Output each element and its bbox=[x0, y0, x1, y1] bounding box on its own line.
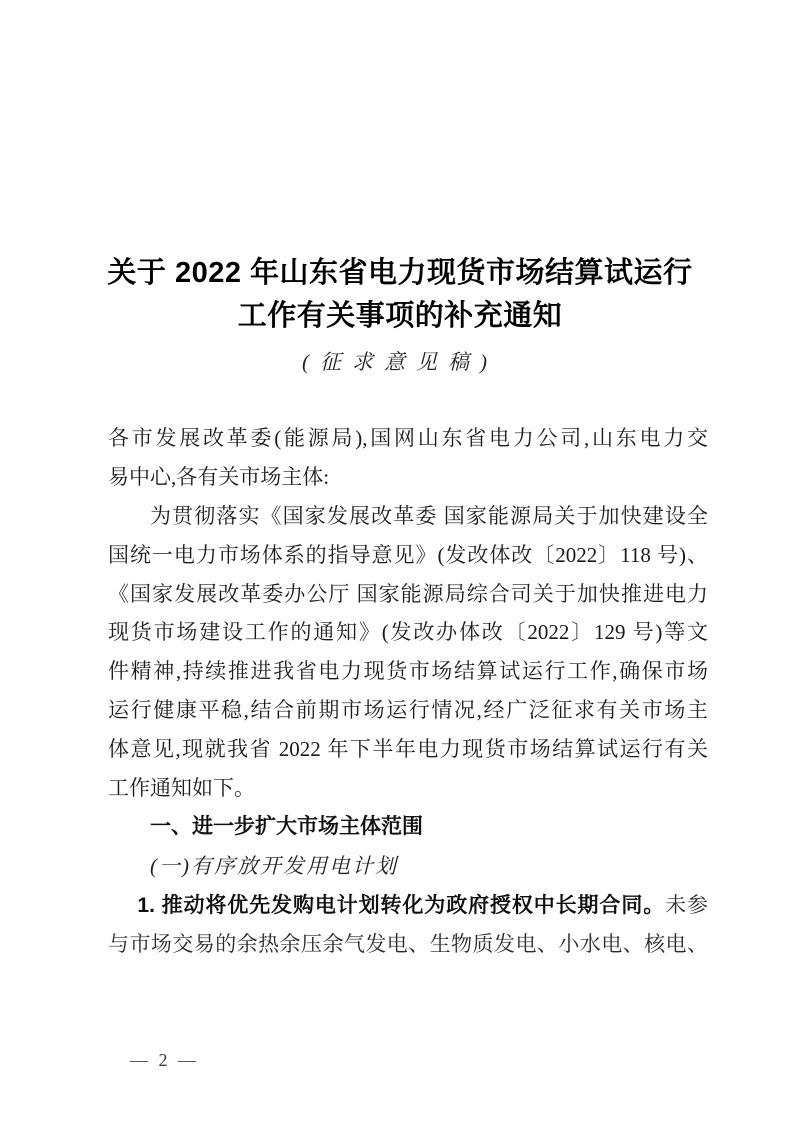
body-line-intro-1: 为贯彻落实《国家发展改革委 国家能源局关于加快建设全 bbox=[150, 503, 708, 528]
document-subtitle: (征求意见稿) bbox=[302, 350, 498, 374]
body-line-intro-5: 件精神,持续推进我省电力现货市场结算试运行工作,确保市场 bbox=[108, 659, 708, 684]
body-line-salutation-2: 易中心,各有关市场主体: bbox=[108, 464, 330, 489]
title-block bbox=[0, 252, 800, 374]
page-number: — 2 — bbox=[130, 1050, 199, 1070]
numbered-item-regular-text: 未参 bbox=[665, 892, 708, 917]
section-heading: 一、进一步扩大市场主体范围 bbox=[150, 814, 423, 838]
numbered-item-continuation-line: 与市场交易的余热余压余气发电、生物质发电、小水电、核电、 bbox=[108, 931, 708, 956]
document-title-line-1: 关于 2022 年山东省电力现货市场结算试运行 bbox=[107, 257, 693, 289]
subsection-heading: (一)有序放开发用电计划 bbox=[150, 853, 398, 878]
numbered-item-line bbox=[108, 886, 708, 925]
numbered-item-bold-text: 1. 推动将优先发购电计划转化为政府授权中长期合同。 bbox=[137, 893, 666, 917]
body-line-intro-3: 《国家发展改革委办公厅 国家能源局综合司关于加快推进电力 bbox=[108, 581, 708, 606]
body-line-salutation-1: 各市发展改革委(能源局),国网山东省电力公司,山东电力交 bbox=[108, 426, 708, 450]
body-line-intro-4: 现货市场建设工作的通知》(发改办体改〔2022〕129 号)等文 bbox=[108, 620, 708, 645]
body-line-intro-6: 运行健康平稳,结合前期市场运行情况,经广泛征求有关市场主 bbox=[108, 698, 708, 723]
document-body bbox=[108, 419, 708, 963]
body-line-intro-2: 国统一电力市场体系的指导意见》(发改体改〔2022〕118 号)、 bbox=[108, 542, 708, 567]
body-line-intro-7: 体意见,现就我省 2022 年下半年电力现货市场结算试运行有关 bbox=[108, 737, 708, 762]
body-line-intro-8: 工作通知如下。 bbox=[108, 776, 255, 801]
document-title-line-2: 工作有关事项的补充通知 bbox=[237, 300, 563, 332]
